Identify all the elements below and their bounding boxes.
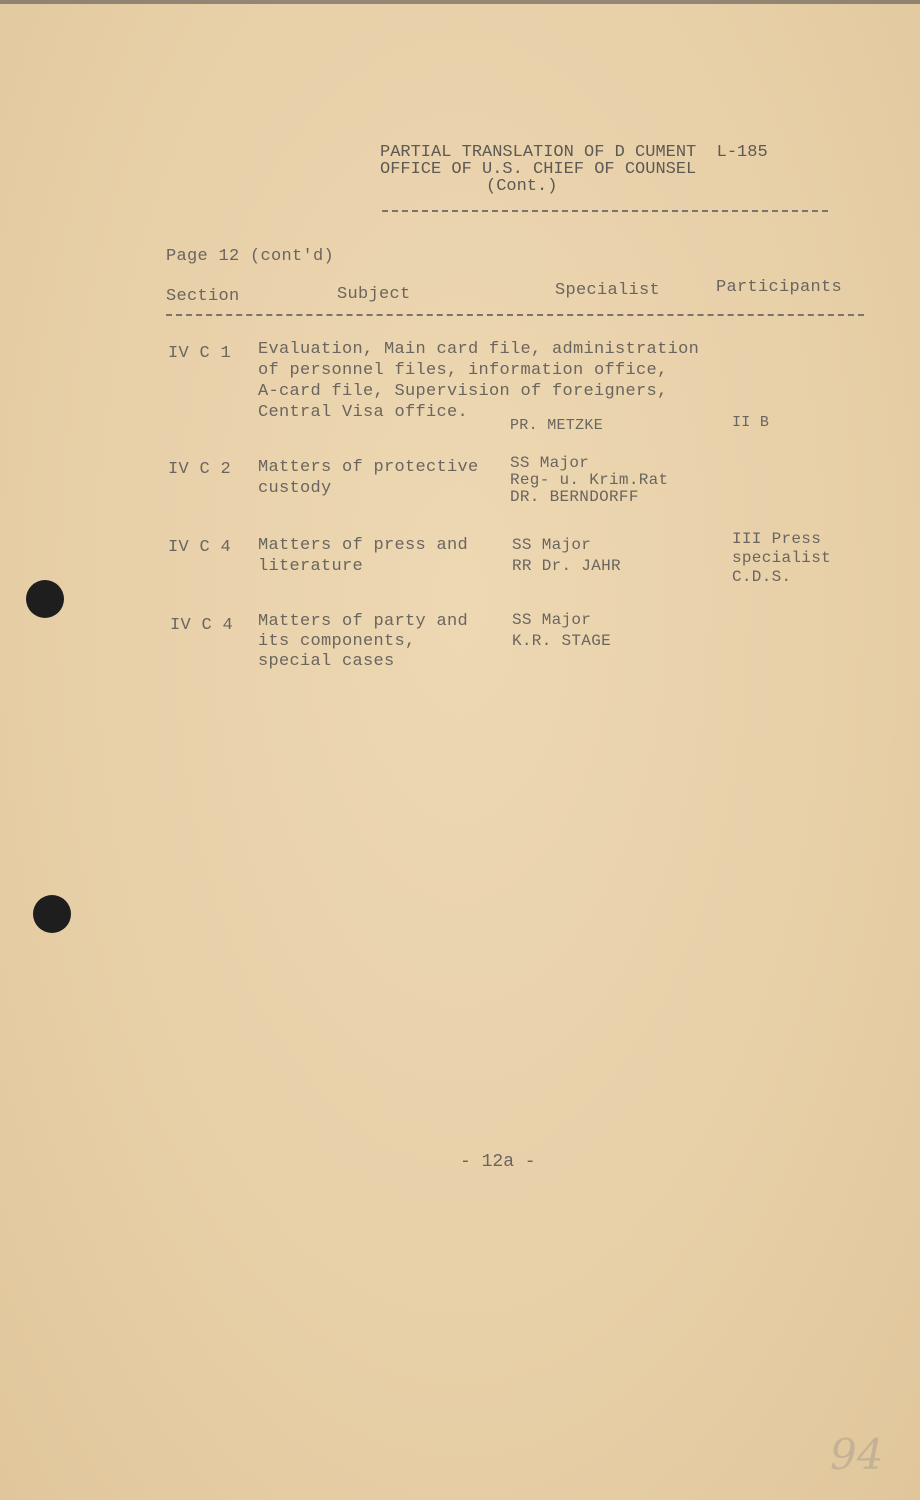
- punch-hole: [26, 580, 64, 618]
- row-subject: Matters of protective custody: [258, 458, 479, 498]
- header-title: PARTIAL TRANSLATION OF D CUMENT L-185: [380, 143, 768, 162]
- column-header-divider: [166, 314, 864, 316]
- row-specialist: PR. METZKE: [510, 417, 604, 434]
- header-office: OFFICE OF U.S. CHIEF OF COUNSEL: [380, 160, 697, 179]
- page-reference: Page 12 (cont'd): [166, 247, 335, 266]
- column-header-specialist: Specialist: [555, 281, 661, 300]
- row-participants: II B: [732, 414, 770, 431]
- row-specialist: SS Major Reg- u. Krim.Rat DR. BERNDORFF: [510, 454, 669, 506]
- row-section: IV C 2: [168, 460, 232, 479]
- row-subject: Matters of press and literature: [258, 536, 469, 576]
- header-cont: (Cont.): [486, 177, 558, 196]
- punch-hole: [33, 895, 71, 933]
- row-specialist: SS Major RR Dr. JAHR: [512, 536, 621, 575]
- row-participants: III Press specialist C.D.S.: [732, 530, 832, 586]
- footer-page-number: - 12a -: [460, 1152, 536, 1172]
- column-header-participants: Participants: [716, 278, 843, 297]
- handwritten-page-number: 94: [830, 1430, 884, 1479]
- scan-edge: [0, 0, 920, 4]
- document-header: [380, 144, 840, 195]
- row-section: IV C 4: [170, 616, 234, 635]
- column-header-subject: Subject: [337, 285, 411, 304]
- row-subject: Matters of party and its components, special cases: [258, 612, 469, 671]
- header-divider: [382, 210, 828, 212]
- row-subject: Evaluation, Main card file, administration of personnel files, information office, A-card file, Supervision of foreigners, Central Visa office.: [258, 340, 700, 422]
- row-section: IV C 4: [168, 538, 232, 557]
- column-header-section: Section: [166, 287, 240, 306]
- row-section: IV C 1: [168, 344, 232, 363]
- row-specialist: SS Major K.R. STAGE: [512, 611, 612, 650]
